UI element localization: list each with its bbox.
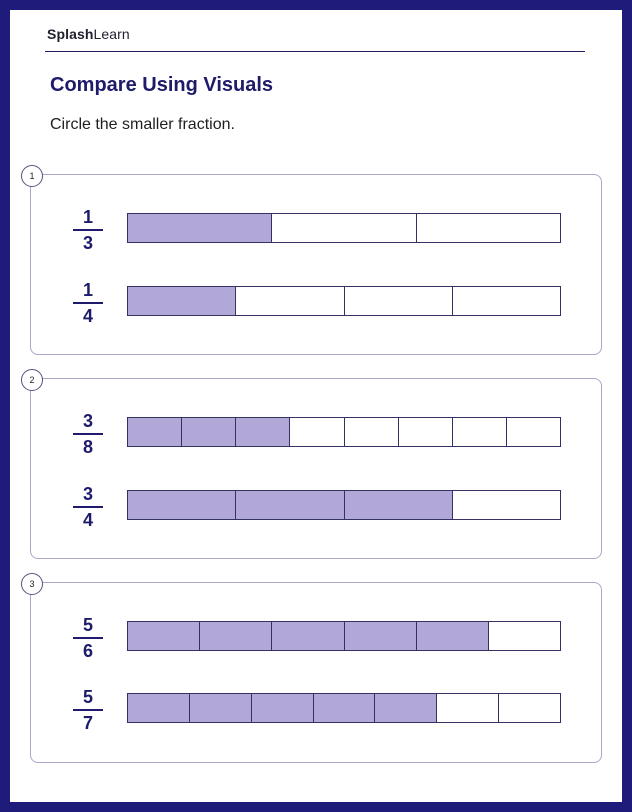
unshaded-part bbox=[452, 491, 560, 519]
fraction-strip bbox=[127, 621, 561, 651]
numerator: 1 bbox=[82, 280, 93, 300]
unshaded-part bbox=[436, 694, 498, 722]
shaded-part bbox=[416, 622, 488, 650]
fraction-bar bbox=[73, 506, 103, 508]
brand-logo-splash: Splash bbox=[47, 26, 94, 42]
fraction-strip bbox=[127, 286, 561, 316]
unshaded-part bbox=[452, 287, 560, 315]
fraction-three-fourths[interactable] bbox=[73, 484, 103, 530]
fraction-bar bbox=[73, 709, 103, 711]
unshaded-part bbox=[416, 214, 560, 242]
shaded-part bbox=[235, 418, 289, 446]
unshaded-part bbox=[344, 418, 398, 446]
shaded-part bbox=[128, 694, 189, 722]
shaded-part bbox=[344, 491, 452, 519]
denominator: 6 bbox=[82, 641, 93, 661]
instruction-text: Circle the smaller fraction. bbox=[50, 116, 235, 133]
unshaded-part bbox=[452, 418, 506, 446]
fraction-bar bbox=[73, 637, 103, 639]
fraction-bar bbox=[73, 229, 103, 231]
fraction-one-fourth[interactable] bbox=[73, 280, 103, 326]
numerator: 5 bbox=[82, 615, 93, 635]
shaded-part bbox=[271, 622, 343, 650]
shaded-part bbox=[251, 694, 313, 722]
fraction-strip bbox=[127, 213, 561, 243]
shaded-part bbox=[189, 694, 251, 722]
fraction-bar bbox=[73, 433, 103, 435]
fraction-strip bbox=[127, 417, 561, 447]
fraction-strip bbox=[127, 693, 561, 723]
unshaded-part bbox=[506, 418, 560, 446]
fraction-three-eighths[interactable] bbox=[73, 411, 103, 457]
problem-number-badge: 3 bbox=[21, 573, 43, 595]
problem-3 bbox=[29, 579, 602, 763]
denominator: 3 bbox=[82, 233, 93, 253]
shaded-part bbox=[128, 287, 235, 315]
shaded-part bbox=[128, 622, 199, 650]
unshaded-part bbox=[271, 214, 415, 242]
brand-logo bbox=[47, 26, 130, 42]
fraction-five-sevenths[interactable] bbox=[73, 687, 103, 733]
denominator: 4 bbox=[82, 510, 93, 530]
fraction-strip bbox=[127, 490, 561, 520]
numerator: 5 bbox=[82, 687, 93, 707]
problem-number-badge: 1 bbox=[21, 165, 43, 187]
shaded-part bbox=[235, 491, 343, 519]
header-divider bbox=[45, 51, 585, 52]
shaded-part bbox=[344, 622, 416, 650]
unshaded-part bbox=[488, 622, 560, 650]
worksheet-page bbox=[10, 10, 622, 802]
problem-number-badge: 2 bbox=[21, 369, 43, 391]
unshaded-part bbox=[235, 287, 343, 315]
page-title: Compare Using Visuals bbox=[50, 74, 274, 96]
numerator: 3 bbox=[82, 484, 93, 504]
unshaded-part bbox=[398, 418, 452, 446]
denominator: 7 bbox=[82, 713, 93, 733]
denominator: 4 bbox=[82, 306, 93, 326]
numerator: 3 bbox=[82, 411, 93, 431]
brand-logo-learn: Learn bbox=[93, 26, 130, 42]
denominator: 8 bbox=[82, 437, 93, 457]
unshaded-part bbox=[344, 287, 452, 315]
fraction-five-sixths[interactable] bbox=[73, 615, 103, 661]
shaded-part bbox=[128, 491, 235, 519]
shaded-part bbox=[128, 214, 271, 242]
unshaded-part bbox=[289, 418, 343, 446]
problem-1 bbox=[29, 171, 602, 355]
shaded-part bbox=[313, 694, 375, 722]
shaded-part bbox=[374, 694, 436, 722]
fraction-one-third[interactable] bbox=[73, 207, 103, 253]
fraction-bar bbox=[73, 302, 103, 304]
shaded-part bbox=[199, 622, 271, 650]
problem-2 bbox=[29, 375, 602, 559]
shaded-part bbox=[181, 418, 235, 446]
numerator: 1 bbox=[82, 207, 93, 227]
unshaded-part bbox=[498, 694, 560, 722]
shaded-part bbox=[128, 418, 181, 446]
